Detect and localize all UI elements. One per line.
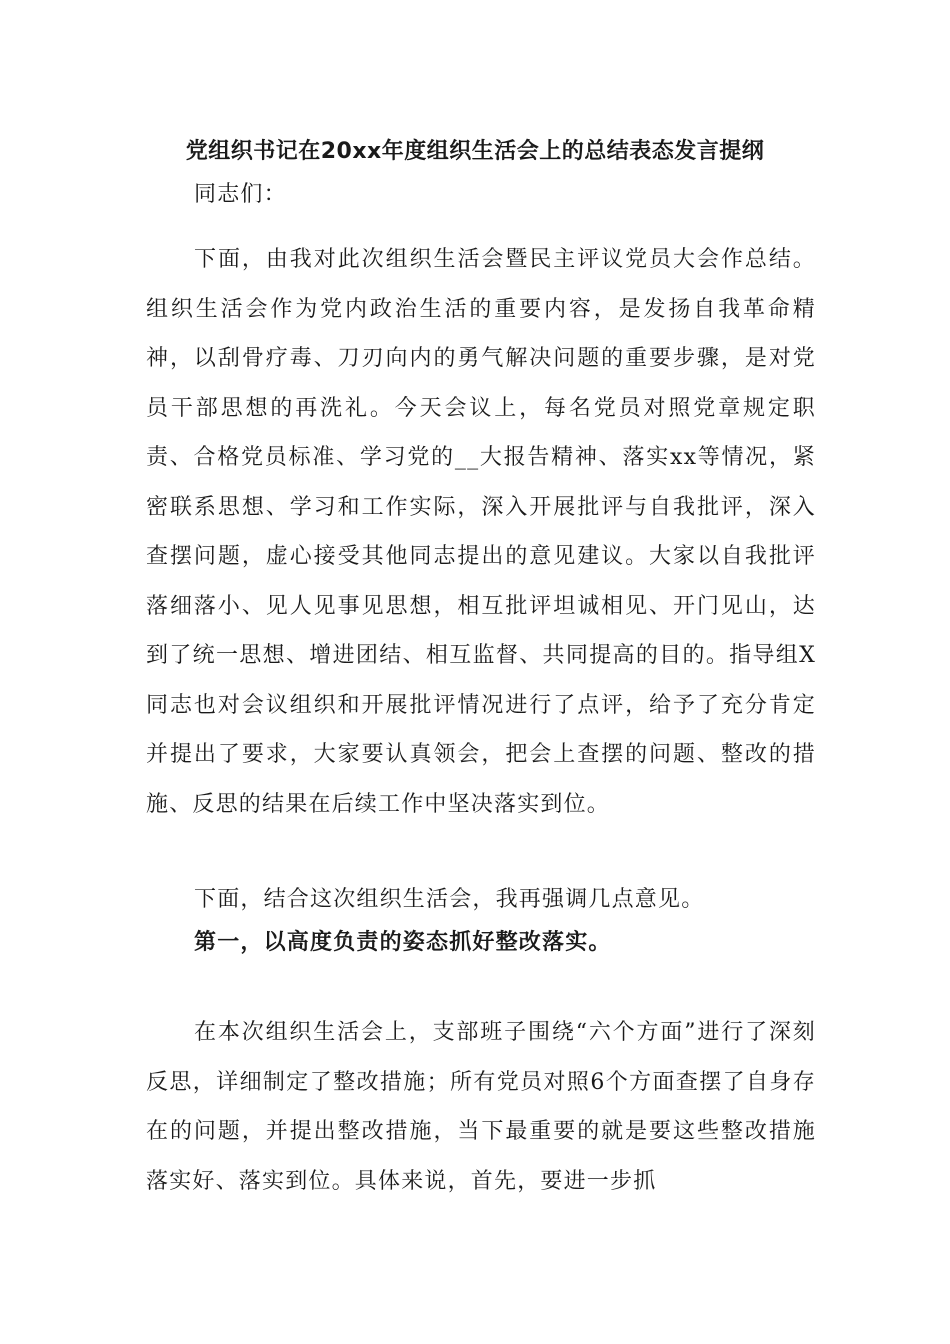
point-one-detail-paragraph: 在本次组织生活会上，支部班子围绕“六个方面”进行了深刻反思，详细制定了整改措施；所有党员对照6个方面查摆了自身存在的问题，并提出整改措施，当下最重要的就是要这些整改措施落实好、落实到位。具体来说，首先，要进一步抓 (146, 1020, 816, 1194)
document-title: 党组织书记在20xx年度组织生活会上的总结表态发言提纲 (185, 139, 765, 164)
intro-paragraph: 下面，结合这次组织生活会，我再强调几点意见。 (194, 887, 705, 912)
summary-paragraph: 下面，由我对此次组织生活会暨民主评议党员大会作总结。组织生活会作为党内政治生活的重要内容，是发扬自我革命精神，以刮骨疗毒、刀刃向内的勇气解决问题的重要步骤，是对党员干部思想的再洗礼。今天会议上，每名党员对照党章规定职责、合格党员标准、学习党的__大报告精神、落实xx等情况，紧密联系思想、学习和工作实际，深入开展批评与自我批评，深入查摆问题，虚心接受其他同志提出的意见建议。大家以自我批评落细落小、见人见事见思想，相互批评坦诚相见、开门见山，达到了统一思想、增进团结、相互监督、共同提高的目的。指导组X同志也对会议组织和开展批评情况进行了点评，给予了充分肯定并提出了要求，大家要认真领会，把会上查摆的问题、整改的措施、反思的结果在后续工作中坚决落实到位。 (146, 247, 816, 817)
greeting-paragraph: 同志们： (194, 182, 287, 207)
point-one-heading: 第一，以高度负责的姿态抓好整改落实。 (194, 930, 612, 955)
